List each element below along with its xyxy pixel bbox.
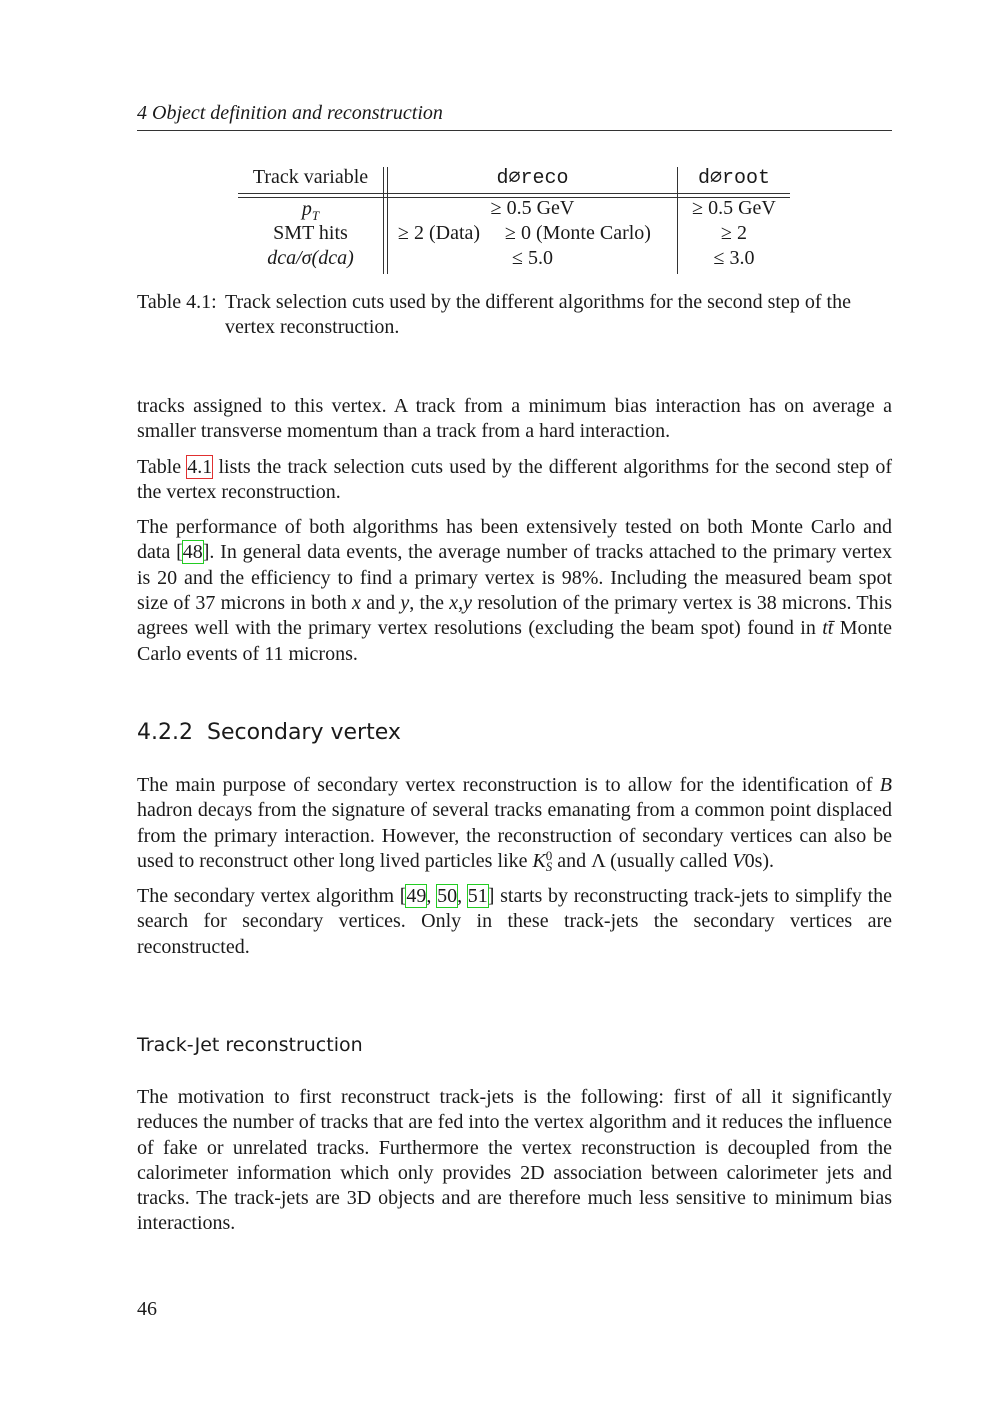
running-header [137,100,892,131]
table-cell-root: ≤ 3.0 [713,247,755,269]
section-heading [137,718,401,748]
paragraph: The secondary vertex algorithm [49, 50, 51] starts by reconstructing track-jets to simplify the search for secondary vertices. Only in these track-jets the secondary vertices are reconstructed. [137,885,892,958]
section-title: Secondary vertex [206,720,401,745]
table-cell-variable: SMT hits [273,222,348,244]
running-title: 4 Object definition and reconstruction [137,102,443,124]
section-number: 4.2.2 [137,720,193,745]
paragraph: tracks assigned to this vertex. A track from a minimum bias interaction has on average a smaller transverse momentum than a track from a hard interaction. [137,395,892,443]
table-cell-variable: dca/σ(dca) [267,247,354,269]
table-ref-link[interactable]: 4.1 [187,455,213,478]
paragraph: Table 4.1 lists the track selection cuts used by the different algorithms for the second step of the vertex reconstruction. [137,455,892,503]
paragraph: The performance of both algorithms has been extensively tested on both Monte Carlo and data [48]. In general data events, the average number of tracks attached to the primary vertex is 20 and the efficiency to find a primary vertex is 98%. Including the measured beam spot size of 37 microns in both x and y, the x,y resolution of the primary vertex is 38 microns. This agrees well with the primary vertex resolutions (excluding the beam spot) found in tt̄ Monte Carlo events of 11 microns. [137,516,892,665]
track-selection-table [238,165,790,275]
paragraph: The motivation to first reconstruct track-jets is the following: first of all it significantly reduces the number of tracks that are fed into the vertex algorithm and it reduces the influence of fake or unrelated tracks. Furthermore the vertex reconstruction is decoupled from the calorimeter information which only provides 2D association between calorimeter jets and tracks. The track-jets are 3D objects and are therefore much less sensitive to minimum bias interactions. [137,1086,892,1235]
citation-link[interactable]: 51 [467,885,488,908]
body-text-vertex [137,394,892,667]
table-cell-reco: ≥ 0.5 GeV [490,197,575,219]
table-cell-root: ≥ 2 [721,222,747,244]
table-cell-reco-data: ≥ 2 (Data) [398,222,481,244]
body-text-secondary-vertex [137,773,892,960]
table-cell-reco-mc: ≥ 0 (Monte Carlo) [505,222,651,244]
table-header-d0root: d∅root [697,167,771,190]
citation-link[interactable]: 49 [406,885,427,908]
page-number: 46 [137,1298,157,1320]
table-caption-text: Track selection cuts used by the different algorithms for the second step of the vertex reconstruction. [225,291,851,338]
table-header-d0reco: d∅reco [496,167,569,190]
citation-link[interactable]: 50 [437,885,458,908]
citation-link[interactable]: 48 [182,541,203,564]
subsection-heading: Track-Jet reconstruction [137,1034,363,1056]
body-text-track-jet [137,1085,892,1237]
table-cell-root: ≥ 0.5 GeV [692,197,776,219]
table-cell-reco: ≤ 5.0 [512,247,553,269]
table-header-variable: Track variable [252,166,369,188]
table-rule [238,193,790,194]
paragraph: The main purpose of secondary vertex reconstruction is to allow for the identification of B hadron decays from the signature of several tracks emanating from a common point displaced from the primary interaction. However, the reconstruction of secondary vertices can also be used to reconstruct other long lived particles like K 0 S and Λ (usually called V0s). [137,774,892,874]
table-cell-variable: $p_T$ [301,198,320,223]
table-rule [383,167,384,274]
table-caption-label: Table 4.1: [137,291,217,313]
